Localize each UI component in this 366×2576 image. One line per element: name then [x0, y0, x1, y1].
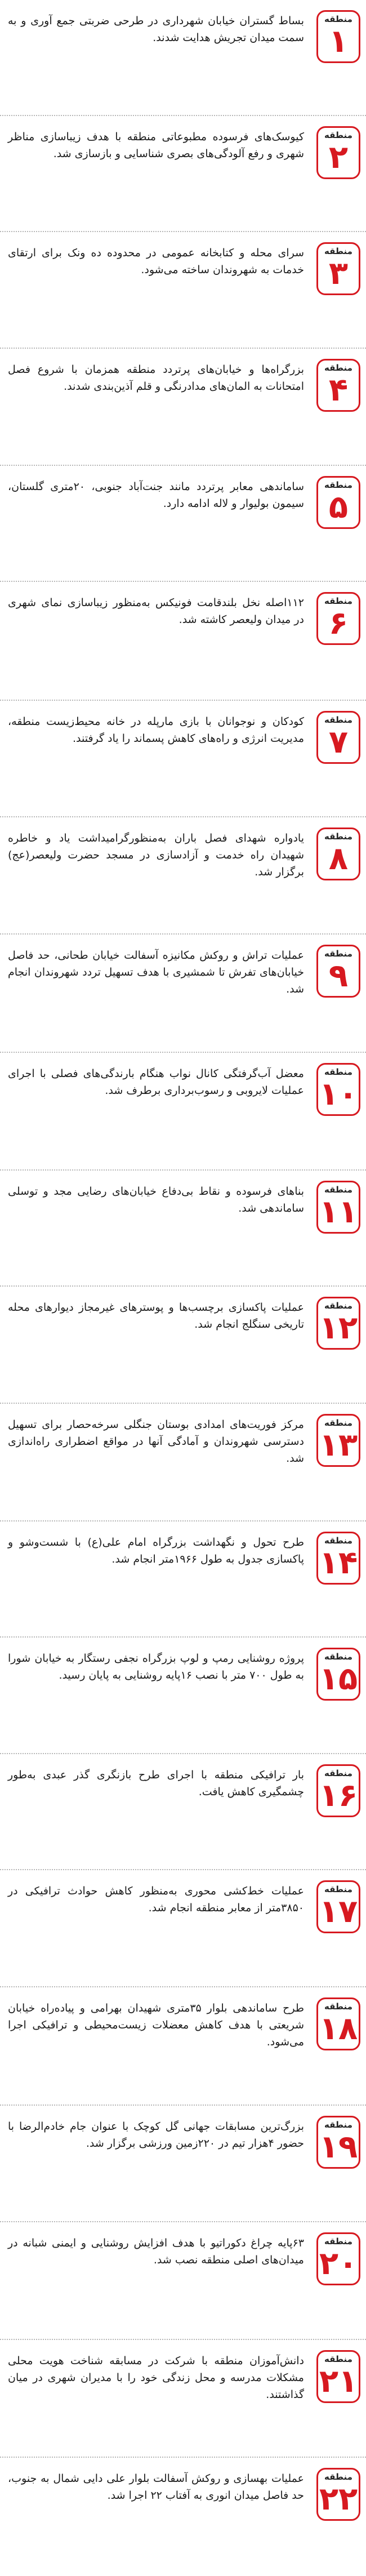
- region-label: منطقه: [324, 14, 352, 24]
- region-label: منطقه: [324, 2472, 352, 2482]
- region-badge: [316, 2116, 360, 2169]
- region-number: ۵: [328, 489, 349, 526]
- list-item: [0, 2340, 366, 2458]
- region-badge: [316, 10, 360, 63]
- region-badge: [316, 1997, 360, 2050]
- region-badge: [316, 592, 360, 645]
- region-number: ۱: [328, 23, 349, 60]
- region-label: منطقه: [324, 715, 352, 725]
- region-badge: [316, 1764, 360, 1817]
- region-number: ۱۹: [319, 2129, 358, 2165]
- region-label: منطقه: [324, 949, 352, 959]
- item-text: پروژه روشنایی رمپ و لوپ بزرگراه نجفی رستگار به خیابان شورا به طول ۷۰۰ متر با نصب ۱۶پایه روشنایی به پایان رسید.: [8, 1652, 304, 1681]
- region-number: ۱۴: [319, 1545, 358, 1581]
- region-badge: [316, 1532, 360, 1585]
- list-item: [0, 1171, 366, 1287]
- region-label: منطقه: [324, 2236, 352, 2246]
- item-text: طرح تحول و نگهداشت بزرگراه امام علی(ع) با شست‌وشو و پاکسازی جدول به طول ۱۹۶۶متر انجام شد.: [8, 1536, 304, 1565]
- region-number: ۱۳: [319, 1427, 358, 1463]
- item-text: معضل آب‌گرفتگی کانال نواب هنگام بارندگی‌های فصلی با اجرای عملیات لایروبی و رسوب‌برداری برطرف شد.: [8, 1067, 304, 1097]
- list-item: [0, 466, 366, 582]
- region-label: منطقه: [324, 596, 352, 606]
- list-item: [0, 2222, 366, 2340]
- region-label: منطقه: [324, 1884, 352, 1894]
- list-item: [0, 232, 366, 349]
- list-item: [0, 935, 366, 1053]
- item-text: ۶۳پایه چراغ دکوراتیو با هدف افزایش روشنایی و ایمنی شبانه در میدان‌های اصلی منطقه نصب شد.: [8, 2237, 304, 2266]
- region-badge: [316, 711, 360, 764]
- region-label: منطقه: [324, 1067, 352, 1077]
- list-item: [0, 1053, 366, 1171]
- item-text: بار ترافیکی منطقه با اجرای طرح بازنگری گذر عبدی به‌طور چشمگیری کاهش یافت.: [8, 1769, 304, 1798]
- region-label: منطقه: [324, 246, 352, 256]
- list-item: [0, 1638, 366, 1754]
- list-item: [0, 349, 366, 466]
- region-badge: [316, 1181, 360, 1234]
- item-text: بزرگ‌ترین مسابقات جهانی گل کوچک با عنوان جام خادم‌الرضا با حضور ۴هزار تیم در ۲۲۰زمین ورزشی برگزار شد.: [8, 2120, 304, 2150]
- region-number: ۳: [328, 255, 349, 292]
- list-item: [0, 701, 366, 817]
- region-badge: [316, 476, 360, 529]
- list-item: [0, 2458, 366, 2576]
- region-label: منطقه: [324, 1536, 352, 1546]
- item-text: دانش‌آموزان منطقه با شرکت در مسابقه شناخت هویت محلی مشکلات مدرسه و محل زندگی خود را با مدیران شهری در میان گذاشتند.: [8, 2355, 304, 2401]
- region-badge: [316, 126, 360, 179]
- region-badge: [316, 1297, 360, 1350]
- list-item: [0, 1870, 366, 1987]
- region-number: ۸: [328, 840, 349, 877]
- list-item: [0, 1404, 366, 1521]
- region-number: ۲۱: [319, 2363, 358, 2400]
- region-label: منطقه: [324, 1418, 352, 1428]
- list-item: [0, 1987, 366, 2106]
- region-label: منطقه: [324, 2120, 352, 2130]
- region-number: ۱۸: [319, 2010, 358, 2047]
- item-text: کیوسک‌های فرسوده مطبوعاتی منطقه با هدف زیباسازی مناظر شهری و رفع آلودگی‌های بصری شناسایی و بازسازی شد.: [8, 131, 304, 160]
- item-text: سرای محله و کتابخانه عمومی در محدوده ده ونک برای ارتقای خدمات به شهروندان ساخته می‌شود.: [8, 247, 304, 276]
- region-badge: [316, 242, 360, 295]
- item-text: یادواره شهدای فصل باران به‌منظورگرامیداشت یاد و خاطره شهیدان راه خدمت و آزادسازی در مسجد حضرت ولیعصر(عج) برگزار شد.: [8, 832, 304, 878]
- region-number: ۱۵: [319, 1661, 358, 1697]
- item-text: عملیات پاکسازی برچسب‌ها و پوسترهای غیرمجاز دیوارهای محله تاریخی سنگلج انجام شد.: [8, 1301, 304, 1331]
- region-number: ۴: [328, 372, 349, 408]
- region-badge: [316, 1880, 360, 1933]
- region-badge: [316, 2232, 360, 2285]
- region-badge: [316, 1063, 360, 1116]
- region-number: ۶: [328, 605, 349, 642]
- region-label: منطقه: [324, 831, 352, 842]
- region-badge: [316, 827, 360, 880]
- region-number: ۲۰: [319, 2245, 358, 2282]
- region-label: منطقه: [324, 1301, 352, 1311]
- region-badge: [316, 1648, 360, 1701]
- item-text: بساط گستران خیابان شهرداری در طرحی ضربتی جمع آوری و به سمت میدان تجریش هدایت شدند.: [8, 15, 304, 44]
- item-text: طرح ساماندهی بلوار ۳۵متری شهیدان بهرامی و پیاده‌راه خیابان شریعتی با هدف کاهش معضلات زیست‌محیطی و ترافیکی اجرا می‌شود.: [8, 2002, 304, 2048]
- list-item: [0, 1521, 366, 1638]
- item-text: بناهای فرسوده و نقاط بی‌دفاع خیابان‌های رضایی مجد و توسلی ساماندهی شد.: [8, 1185, 304, 1214]
- item-text: مرکز فوریت‌های امدادی بوستان جنگلی سرخه‌حصار برای تسهیل دسترسی شهروندان و آمادگی آنها در مواقع اضطراری راه‌اندازی شد.: [8, 1418, 304, 1465]
- region-number: ۹: [328, 958, 349, 994]
- list-item: [0, 0, 366, 116]
- region-number: ۱۲: [319, 1310, 358, 1346]
- region-label: منطقه: [324, 130, 352, 140]
- list-item: [0, 1754, 366, 1870]
- item-text: ساماندهی معابر پرتردد مانند جنت‌آباد جنوبی، ۲۰متری گلستان، سیمون بولیوار و لاله ادامه دارد.: [8, 481, 304, 510]
- region-label: منطقه: [324, 480, 352, 490]
- item-text: بزرگراه‌ها و خیابان‌های پرتردد منطقه همزمان با شروع فصل امتحانات به المان‌های مدادرنگی و قلم آذین‌بندی شدند.: [8, 363, 304, 393]
- region-number: ۲۲: [319, 2481, 358, 2517]
- region-badge: [316, 2468, 360, 2521]
- list-item: [0, 582, 366, 701]
- region-badge: [316, 359, 360, 412]
- region-number: ۲: [328, 139, 349, 176]
- region-number: ۷: [328, 724, 349, 760]
- item-text: عملیات بهسازی و روکش آسفالت بلوار علی دایی شمال به جنوب، حد فاصل میدان انوری به آفتاب ۲۲ اجرا شد.: [8, 2472, 304, 2502]
- region-badge: [316, 945, 360, 998]
- region-label: منطقه: [324, 1185, 352, 1195]
- region-label: منطقه: [324, 2354, 352, 2364]
- region-label: منطقه: [324, 363, 352, 373]
- list-item: [0, 116, 366, 232]
- item-text: عملیات تراش و روکش مکانیزه آسفالت خیابان طحانی، حد فاصل خیابان‌های تفرش تا شمشیری با هدف تسهیل تردد شهروندان انجام شد.: [8, 949, 304, 995]
- region-number: ۱۱: [319, 1194, 358, 1230]
- list-item: [0, 2106, 366, 2222]
- list-item: [0, 1287, 366, 1404]
- region-number: ۱۷: [319, 1893, 358, 1930]
- region-label: منطقه: [324, 1652, 352, 1662]
- item-text: عملیات خط‌کشی محوری به‌منظور کاهش حوادث ترافیکی در ۳۸۵۰متر از معابر منطقه انجام شد.: [8, 1885, 304, 1914]
- region-badge: [316, 1414, 360, 1467]
- region-number: ۱۰: [319, 1076, 358, 1113]
- list-item: [0, 817, 366, 935]
- item-text: کودکان و نوجوانان با بازی مارپله در خانه محیط‌زیست منطقه، مدیریت انرژی و راه‌های کاهش پسماند را یاد گرفتند.: [8, 715, 304, 745]
- region-label: منطقه: [324, 2001, 352, 2012]
- item-text: ۱۱۲اصله نخل بلندقامت فونیکس به‌منظور زیباسازی نمای شهری در میدان ولیعصر کاشته شد.: [8, 597, 304, 626]
- region-badge: [316, 2350, 360, 2403]
- region-label: منطقه: [324, 1768, 352, 1778]
- region-number: ۱۶: [319, 1777, 358, 1814]
